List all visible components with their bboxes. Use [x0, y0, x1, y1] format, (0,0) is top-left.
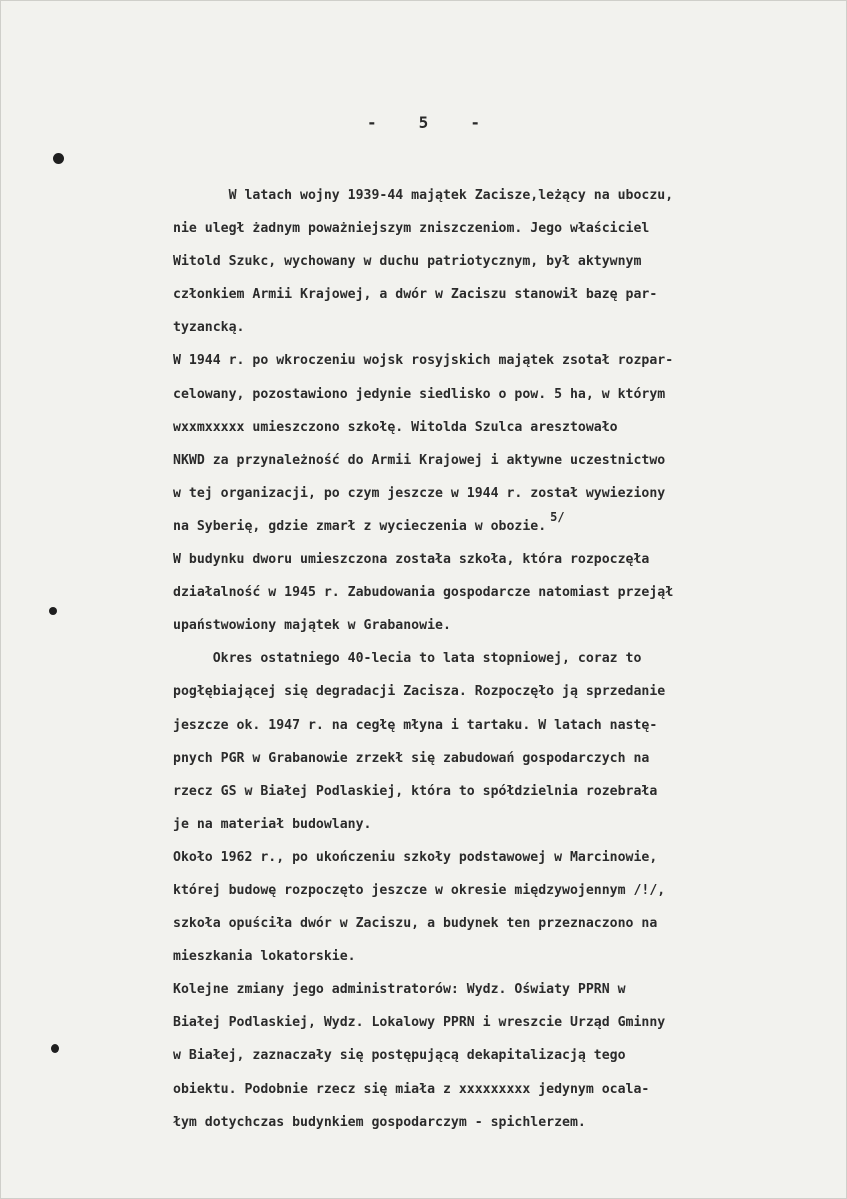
- text-line: Około 1962 r., po ukończeniu szkoły podstawowej w Marcinowie,: [173, 849, 658, 865]
- text-line: członkiem Armii Krajowej, a dwór w Zaciszu stanowił bazę par-: [173, 287, 658, 303]
- text-line: Białej Podlaskiej, Wydz. Lokalowy PPRN i wreszcie Urząd Gminny: [173, 1015, 666, 1031]
- text-line: wxxmxxxxx umieszczono szkołę. Witolda Szulca aresztowało: [173, 419, 618, 435]
- text-line: działalność w 1945 r. Zabudowania gospodarcze natomiast przejął: [173, 585, 674, 601]
- text-line: Kolejne zmiany jego administratorów: Wydz. Oświaty PPRN w: [173, 982, 626, 998]
- text-line: obiektu. Podobnie rzecz się miała z xxxxxxxxx jedynym ocala-: [173, 1081, 650, 1097]
- footnote-reference: 5/: [550, 509, 565, 524]
- text-line: nie uległ żadnym poważniejszym zniszczeniom. Jego właściciel: [173, 221, 650, 237]
- text-line: jeszcze ok. 1947 r. na cegłę młyna i tartaku. W latach nastę-: [173, 717, 658, 733]
- text-line: celowany, pozostawiono jedynie siedlisko o pow. 5 ha, w którym: [173, 386, 666, 402]
- text-line: je na materiał budowlany.: [173, 816, 372, 832]
- text-line: pogłębiającej się degradacji Zacisza. Rozpoczęło ją sprzedanie: [173, 684, 666, 700]
- text-line: której budowę rozpoczęto jeszcze w okresie międzywojennym /!/,: [173, 882, 666, 898]
- text-line: łym dotychczas budynkiem gospodarczym - spichlerzem.: [173, 1114, 586, 1130]
- text-line: na Syberię, gdzie zmarł z wycieczenia w obozie.: [173, 518, 547, 534]
- page-number-dash-left: -: [367, 113, 379, 132]
- text-line: Okres ostatniego 40-lecia to lata stopniowej, coraz to: [173, 651, 642, 667]
- punch-hole-mark: [53, 153, 64, 164]
- text-line: szkoła opuściła dwór w Zaciszu, a budynek ten przeznaczono na: [173, 916, 658, 932]
- typed-text-body: [173, 179, 823, 1139]
- page-number-header: [1, 113, 847, 132]
- text-line: W budynku dworu umieszczona została szkoła, która rozpoczęła: [173, 552, 650, 568]
- text-line: pnych PGR w Grabanowie zrzekł się zabudowań gospodarczych na: [173, 750, 650, 766]
- text-line: tyzancką.: [173, 320, 245, 336]
- text-line: upaństwowiony majątek w Grabanowie.: [173, 618, 451, 634]
- punch-hole-mark: [49, 607, 57, 615]
- punch-hole-mark: [51, 1044, 59, 1053]
- text-line: W latach wojny 1939-44 majątek Zacisze,leżący na uboczu,: [173, 188, 674, 203]
- text-line: rzecz GS w Białej Podlaskiej, która to spółdzielnia rozebrała: [173, 783, 658, 799]
- text-line: Witold Szukc, wychowany w duchu patriotycznym, był aktywnym: [173, 254, 642, 270]
- page-number-dash-right: -: [470, 113, 482, 132]
- text-line: W 1944 r. po wkroczeniu wojsk rosyjskich majątek zsotał rozpar-: [173, 353, 674, 369]
- page-number: 5: [418, 113, 431, 132]
- text-line: w Białej, zaznaczały się postępującą dekapitalizacją tego: [173, 1048, 626, 1064]
- text-line: NKWD za przynależność do Armii Krajowej i aktywne uczestnictwo: [173, 452, 666, 468]
- text-line: w tej organizacji, po czym jeszcze w 1944 r. został wywieziony: [173, 485, 666, 501]
- text-line: mieszkania lokatorskie.: [173, 949, 356, 965]
- text-line-with-footnote: [173, 510, 823, 543]
